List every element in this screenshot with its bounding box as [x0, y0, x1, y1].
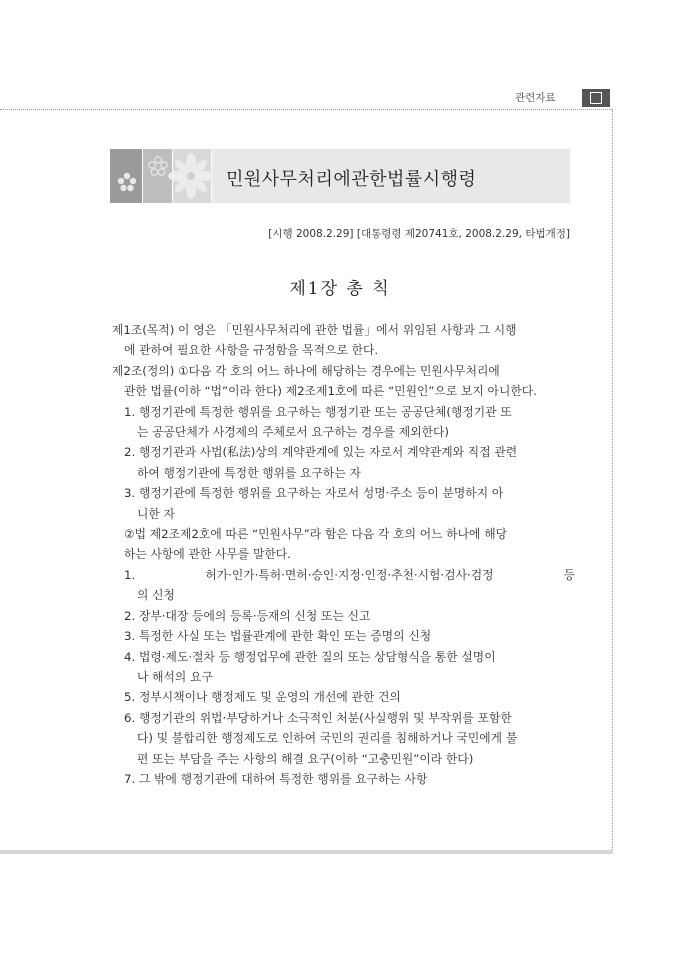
list-item: 3. 특정한 사실 또는 법률관계에 관한 확인 또는 증명의 신청: [124, 629, 432, 644]
enactment-info: [시행 2008.2.29] [대통령령 제20741호, 2008.2.29, 타법개정]: [268, 228, 570, 240]
title-banner: [110, 149, 570, 203]
law-body: [112, 320, 575, 789]
list-item: 3. 행정기관에 특정한 행위를 요구하는 자로서 성명·주소 등이 분명하지 아: [124, 486, 504, 501]
flower-icon: [116, 171, 138, 193]
flower-outline-icon: [147, 155, 169, 177]
article-1-line-1: 제1조(목적) 이 영은 「민원사무처리에 관한 법률」에서 위임된 사항과 그 시행: [112, 323, 517, 337]
bottom-band: [0, 850, 613, 854]
article-2-line-1: 제2조(정의) ①다음 각 호의 어느 하나에 해당하는 경우에는 민원사무처리에: [112, 363, 500, 378]
page-title: 민원사무처리에관한법률시행령: [226, 169, 477, 190]
article-2-line-2: 관한 법률(이하 “법”이라 한다) 제2조제1호에 따른 “민원인”으로 보지 아니한다.: [124, 384, 537, 399]
chapter-heading: 제1장 총 칙: [289, 279, 391, 299]
list-item: [112, 565, 575, 585]
list-item: 7. 그 밖에 행정기관에 대하여 특정한 행위를 요구하는 사항: [124, 771, 428, 786]
flower-large-icon: [168, 153, 214, 199]
list-item: 5. 정부시책이나 행정제도 및 운영의 개선에 관한 건의: [124, 690, 401, 705]
list-item: 6. 행정기관의 위법·부당하거나 소극적인 처분(사실행위 및 부작위를 포함한: [124, 710, 512, 725]
list-item: 4. 법령·제도·절차 등 행정업무에 관한 질의 또는 상담형식을 통한 설명이: [124, 649, 496, 664]
list-item: 2. 장부·대장 등에의 등록·등재의 신청 또는 신고: [124, 608, 371, 623]
paragraph-2-line-1: ②법 제2조제2호에 따른 “민원사무”라 함은 다음 각 호의 어느 하나에 해당: [124, 527, 507, 542]
list-item-continuation: 편 또는 부담을 주는 사항의 해결 요구(이하 “고충민원”이라 한다): [137, 751, 474, 766]
list-item: 1. 행정기관에 특정한 행위를 요구하는 행정기관 또는 공공단체(행정기관 또: [124, 404, 512, 419]
page-marker-icon: [582, 89, 610, 107]
list-item-continuation: 나 해석의 요구: [137, 669, 213, 684]
list-item-continuation: 다) 및 불합리한 행정제도로 인하여 국민의 권리를 침해하거나 국민에게 불: [137, 731, 518, 746]
list-item: 2. 행정기관과 사법(私法)상의 계약관계에 있는 자로서 계약관계와 직접 관련: [124, 445, 518, 460]
list-item-continuation: 의 신청: [137, 588, 175, 603]
list-item-number: 1.: [124, 567, 136, 582]
list-item-continuation: 니한 자: [137, 506, 175, 521]
article-1-line-2: 에 관하여 필요한 사항을 규정함을 목적으로 한다.: [124, 343, 379, 358]
list-item-continuation: 는 공공단체가 사경제의 주체로서 요구하는 경우를 제외한다): [137, 425, 449, 440]
running-head: 관련자료: [515, 92, 556, 104]
list-item-continuation: 하여 행정기관에 특정한 행위를 요구하는 자: [137, 465, 361, 480]
list-item-tail: 등: [563, 567, 575, 582]
top-dotted-rule: [0, 109, 612, 110]
list-item-text: 허가·인가·특허·면허·승인·지정·인정·추천·시험·검사·검정: [205, 567, 494, 582]
paragraph-2-line-2: 하는 사항에 관한 사무를 말한다.: [124, 547, 291, 562]
right-dotted-rule: [612, 109, 613, 852]
